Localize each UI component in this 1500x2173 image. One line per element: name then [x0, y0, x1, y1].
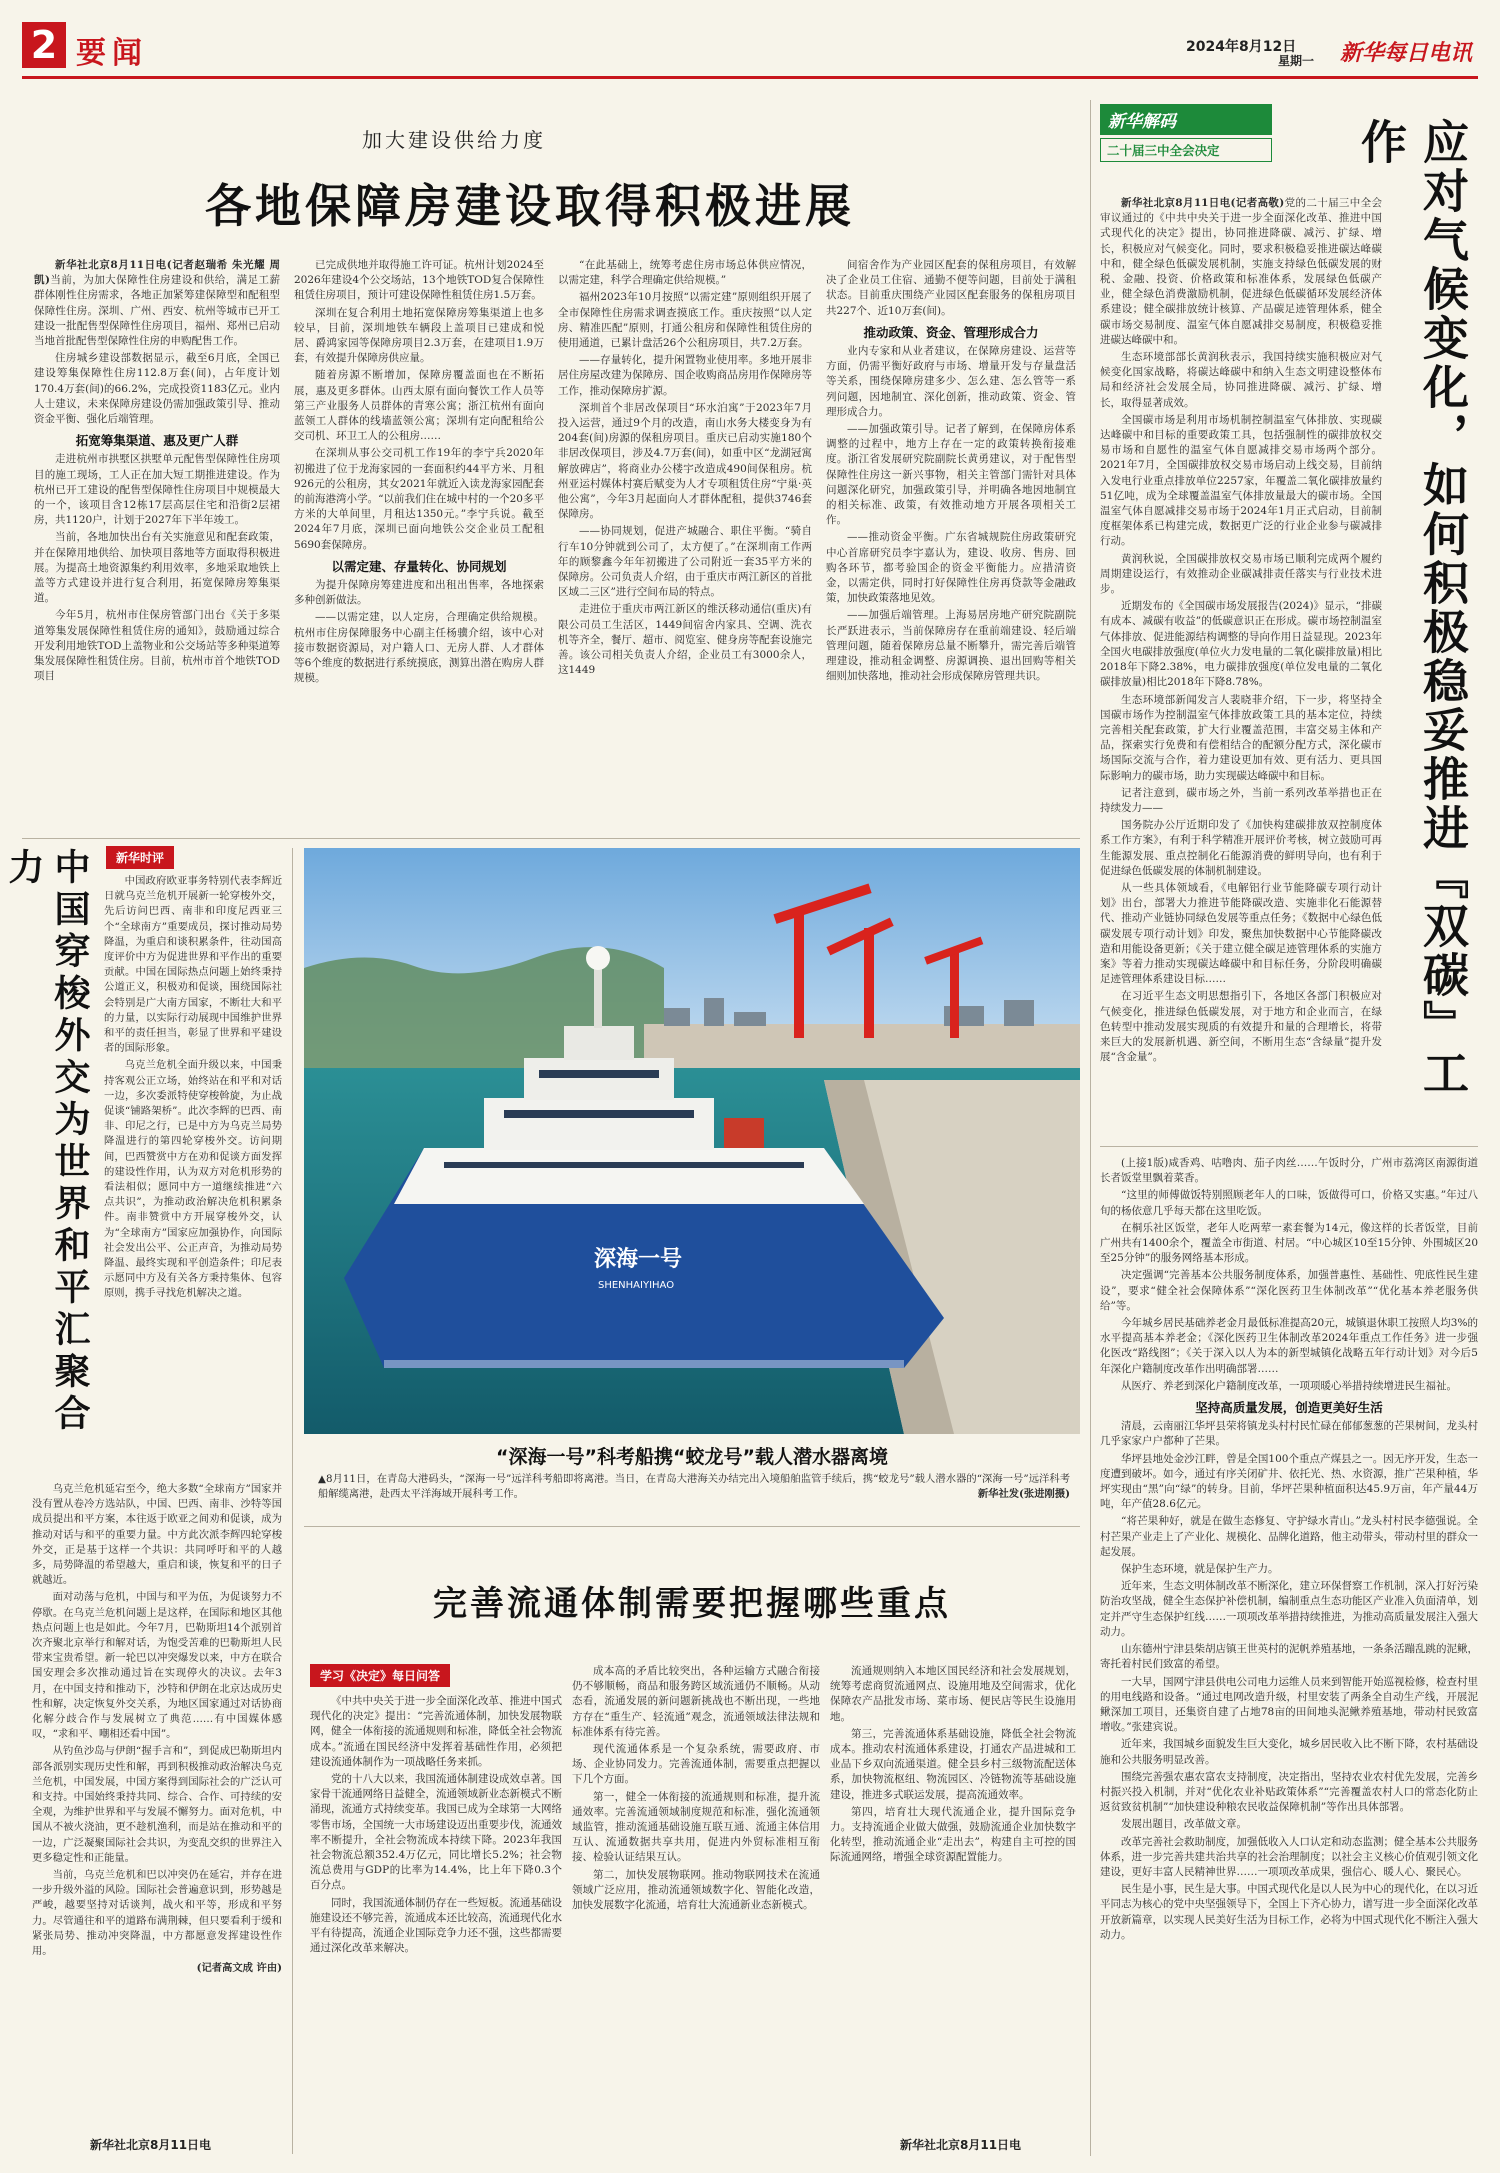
study-para: 成本高的矛盾比较突出，各种运输方式融合衔接仍不够顺畅，商品和服务跨区域流通仍不顺畅。从动态看，流通发展的新问题新挑战也不断出现，一些地方存在“重生产、轻流通”观念，流通领域法律法规和标准体系有待完善。: [572, 1665, 820, 1738]
commentary-para: 乌克兰危机全面升级以来，中国秉持客观公正立场，始终站在和平和对话一边，多次委派特使穿梭斡旋，为止战促谈“铺路架桥”。此次李辉的巴西、南非、印尼之行，已是中方为乌克兰局势降温进行的第四轮穿梭外交。访问期间，巴西赞赏中方在劝和促谈方面发挥的建设性作用，认为双方对危机形势的看法相似；愿同中方一道继续推进“六点共识”，为推动政治解决危机积累条件。南非赞赏中方开展穿梭外交，认为“全球南方”国家应加强协作，向国际社会发出公平、公正声音，为推动局势降温、最终实现和平创造条件；印尼表示愿同中方及有关各方秉持集体、包容原则，携手寻找危机解决之道。: [104, 1059, 282, 1300]
decode-para: 近期发布的《全国碳市场发展报告(2024)》显示，“排碳有成本、减碳有收益”的低碳意识正在形成。碳市场控制温室气体排放、促进能源结构调整的导向作用日益显现。2023年全国火电碳排放强度(单位火力发电量的二氧化碳排放量)相比2018年下降2.38%，电力碳排放强度(单位发电量的二氧化碳排放量)相比2018年下降8.78%。: [1100, 600, 1382, 689]
continued-para: 决定强调“完善基本公共服务制度体系，加强普惠性、基础性、兜底性民生建设”，要求“健全社会保障体系”“深化医药卫生体制改革”“优化基本养老服务供给”等。: [1100, 1269, 1478, 1312]
lead-column-2: [294, 258, 544, 818]
paper-name: 新华每日电讯: [1340, 41, 1473, 66]
photo-credit: 新华社发(张进刚摄): [977, 1488, 1070, 1501]
continued-para: (上接1版)咸香鸡、咕噜肉、茄子肉丝……午饭时分，广州市荔湾区南源街道长者饭堂里飘着菜香。: [1100, 1157, 1478, 1185]
lead-para: ——存量转化，提升闲置物业使用率。多地开展非居住房屋改建为保障房、国企收购商品房用作保障房等工作，推动保障房扩源。: [558, 354, 812, 397]
study-para: 《中共中央关于进一步全面深化改革、推进中国式现代化的决定》提出：“完善流通体制，加快发展物联网，健全一体衔接的流通规则和标准，降低全社会物流成本。”流通在国民经济中发挥着基础性作用，必须把建设流通体制作为一项战略任务来抓。: [310, 1695, 562, 1768]
study-tag-box: [310, 1664, 450, 1687]
lead-para: ——加强政策引导。记者了解到，在保障房体系调整的过程中，地方上存在一定的政策转换衔接难度。浙江省发展研究院副院长黄勇建议，对于配售型保障性住房这一新兴事物，相关主管部门需针对具体问题深化研究，加强政策引导，并明确各地因地制宜的相关标准、政策，有效推动地方开展各项相关工作。: [826, 423, 1076, 527]
continued-para: 一大早，国网宁津县供电公司电力运维人员来到智能开始巡视检修，检查村里的用电线路和设备。“通过电网改造升级，村里安装了两条全自动生产线，开展泥鳅深加工项目，还集资自建了占地78亩的田间地头泥鳅养殖基地，带动村民致富增收。”张建宾说。: [1100, 1675, 1478, 1734]
commentary-para: 面对动荡与危机，中国与和平为伍，为促谈努力不停歇。在乌克兰危机问题上是这样，在国际和地区其他热点问题上也是如此。今年7月，巴勒斯坦14个派别首次齐聚北京举行和解对话，为饱受苦难的巴勒斯坦人民带来宝贵希望。新一轮巴以冲突爆发以来，中方在联合国安理会多次推动通过旨在实现停火的决议。去年3月，在中国支持和推动下，沙特和伊朗在北京达成历史性和解，决定恢复外交关系，为地区国家通过对话协商化解分歧合作与发展树立了典范……有中国媒体感叹，“求和平、嘲相还看中国”。: [32, 1591, 282, 1741]
decode-para: 生态环境部新闻发言人裴晓菲介绍，下一步，将坚持全国碳市场作为控制温室气体排放政策工具的基本定位，持续完善相关配套政策，扩大行业覆盖范围，丰富交易主体和产品，探索实行免费和有偿相结合的配额分配方式，深化碳市场国际交流与合作，着力建设更加有效、更有活力、更具国际影响力的碳市场，助力实现碳达峰碳中和目标。: [1100, 693, 1382, 782]
study-headline: 完善流通体制需要把握哪些重点: [433, 1584, 951, 1624]
section-divider: [304, 1526, 1080, 1527]
ship-name-en: SHENHAIYIHAO: [598, 1280, 675, 1291]
lead-para: 随着房源不断增加，保障房覆盖面也在不断拓展，惠及更多群体。山西太原有面向餐饮工作人员等第三产业服务人员群体的青寒公寓；浙江杭州有面向蓝领工人群体的线墙蓝领公寓；深圳有定向配租给公交司机、环卫工人的公租房……: [294, 369, 544, 443]
section-name: 要闻: [76, 36, 148, 71]
lead-subhead-2: 以需定建、存量转化、协同规划: [331, 558, 507, 574]
photo-caption-title: “深海一号”科考船携“蛟龙号”载人潜水器离境: [496, 1446, 888, 1468]
study-dateline: 新华社北京8月11日电: [900, 2138, 1022, 2152]
ship-photo: [304, 848, 1080, 1434]
lead-para: 在深圳从事公交司机工作19年的李宁兵2020年初搬进了位于龙海家园的一套面积约44平方米、月租926元的公租房，其女2021年就近入读龙海家园配套的前海港湾小学。“以前我们住在城中村的一个20多平方米的大单间里，月租达1350元。”李宁兵说。截至2024年7月底，深圳已面向地铁公交企业员工配租5690套保障房。: [294, 447, 544, 551]
continued-para: 华坪县地处金沙江畔，曾是全国100个重点产煤县之一。因无序开发，生态一度遭到破坏。如今，通过有序关闭矿井、依托光、热、水资源，推广芒果种植，华坪实现由“黑”向“绿”的转身。目前，华坪芒果种植面积达45.9万亩，年产量44万吨，年产值28.6亿元。: [1100, 1452, 1478, 1511]
study-tag: 学习《决定》每日问答: [310, 1664, 450, 1687]
decode-badge: [1100, 104, 1272, 162]
study-para: 党的十八大以来，我国流通体制建设成效卓著。国家骨干流通网络日益健全，流通领域新业态新模式不断涌现，流通方式持续变革。我国已成为全球第一大网络零售市场，全国统一大市场建设迈出重要步伐，流通效率不断提升，全社会物流成本持续下降。2023年我国社会物流总额352.4万亿元，同比增长5.2%；社会物流总费用与GDP的比率为14.4%，比上年下降0.3个百分点。: [310, 1773, 562, 1892]
commentary-tag-box: [106, 846, 174, 869]
continued-para: 改革完善社会救助制度，加强低收入人口认定和动态监测；健全基本公共服务体系，进一步完善共建共治共享的社会治理制度；以社会主义核心价值观引领文化建设，更好丰富人民精神世界……一项项改革成果，强信心、暖人心、聚民心。: [1100, 1835, 1478, 1878]
study-para: 同时，我国流通体制仍存在一些短板。流通基础设施建设还不够完善，流通成本还比较高，流通现代化水平有待提高，流通企业国际竞争力还不强，这些都需要通过深化改革来解决。: [310, 1896, 562, 1955]
ship-photo-illustration: [304, 848, 1080, 1434]
continued-para: 近年来，生态文明体制改革不断深化，建立环保督察工作机制，深入打好污染防治攻坚战，健全生态保护补偿机制，编制重点生态功能区产业准入负面清单，划定并严守生态保护红线……一项项改革举措持续推进，为推动高质量发展注入强大动力。: [1100, 1580, 1478, 1638]
commentary-para: 从钓鱼沙岛与伊朗“握手言和”，到促成巴勒斯坦内部各派别实现历史性和解，再到积极推动政治解决乌克兰危机，中国发展，中国方案得到国际社会的广泛认可和支持。中国始终秉持共同、综合、合作、可持续的安全观，为维护世界和平与发展不懈努力。面对危机，中国从不被火浇油，更不趁机渔利，而是站在推动和平的一边，广泛凝聚国际社会共识，为变乱交织的世界注入更多稳定性和正能量。: [32, 1745, 282, 1864]
decode-dateline: 新华社北京8月11日电(记者高敬): [1121, 197, 1285, 209]
decode-badge-sub: 二十届三中全会决定: [1100, 138, 1272, 162]
photo-caption: [318, 1472, 1070, 1520]
decode-para: 在习近平生态文明思想指引下，各地区各部门积极应对气候变化，推进绿色低碳发展，对于地方和企业而言，在绿色转型中推动发展实现质的有效提升和量的合理增长，将带来巨大的发展新机遇、新空间，不断用生态“含绿量”提升发展“含金量”。: [1100, 990, 1382, 1064]
lead-byline: 新华社北京8月11日电(记者赵瑞希 朱光耀 周凯): [34, 259, 280, 287]
decode-para: 生态环境部部长黄润秋表示，我国持续实施积极应对气候变化国家战略，将碳达峰碳中和纳入生态文明建设整体布局和经济社会发展全局，协同推进降碳、减污、扩绿、增长，取得显著成效。: [1100, 351, 1382, 409]
continued-para: “将芒果种好，就是在做生态修复、守护绿水青山。”龙头村村民李德强说。全村芒果产业走上了产业化、规模化、品牌化道路，他主动带头，带动村里的群众一起发展。: [1100, 1515, 1478, 1558]
lead-subhead-3: 推动政策、资金、管理形成合力: [863, 324, 1039, 340]
lead-para: 深圳首个非居改保项目“环水泊寓”于2023年7月投入运营，通过9个月的改造，南山水务大楼变身为有204套(间)房源的保租房项目。重庆已启动实施180个非居改保项目，涉及4.7万套(间)，如重中区“龙湖冠寓解放碑店”，将商业办公楼宇改造成490间保租房。杭州亚运村媒体村赛后赋变为人才专项租赁住房“宁巢·英他公寓”，今年3月起面向人才群体配租，提供3746套保障房。: [558, 401, 812, 521]
decode-headline: 应对气候变化，如何积极稳妥推进『双碳』工作: [1354, 118, 1470, 1098]
lead-para: 住房城乡建设部数据显示，截至6月底，全国已建设筹集保障性住房112.8万套(间)，占年度计划170.4万套(间)的66.2%，完成投资1183亿元。业内人士建议，未来保障房建设仍需加强政策引导、推动资金平衡、强化后端管理。: [34, 352, 280, 426]
continued-para: 保护生态环境，就是保护生产力。: [1121, 1563, 1279, 1576]
decode-para: 国务院办公厅近期印发了《加快构建碳排放双控制度体系工作方案》，有利于科学精准开展评价考核，树立鼓励可再生能源发展、重点控制化石能源消费的鲜明导向，也有利于促进绿色低碳发展的体制机制建设。: [1100, 819, 1382, 877]
commentary-column-2: [32, 1482, 282, 2122]
decode-para: 从一些具体领域看，《电解铝行业节能降碳专项行动计划》出台，部署大力推进节能降碳改造、实施非化石能源替代、推动产业链协同绿色发展等重点任务；《数据中心绿色低碳发展专项行动计划》印发，聚焦加快数据中心节能降碳改造和用能设备更新；《关于建立健全碳足迹管理体系的实施方案》等着力推动实现碳达峰碳中和目标任务，分阶段明确碳足迹管理体系建设目标……: [1100, 881, 1382, 986]
continued-para: 山东德州宁津县柴胡店镇王世英村的泥帆养殖基地，一条条活蹦乱跳的泥鳅，寄托着村民们致富的希望。: [1100, 1643, 1478, 1671]
continued-para: 发展出题目，改革做文章。: [1121, 1818, 1247, 1831]
continued-para: 近年来，我国城乡面貌发生巨大变化，城乡居民收入比不断下降，农村基础设施和公共服务明显改善。: [1100, 1738, 1478, 1766]
lead-column-1: [34, 258, 280, 818]
lead-headline: 各地保障房建设取得积极进展: [205, 179, 855, 233]
study-column-3: [830, 1664, 1076, 2124]
lead-para: 间宿舍作为产业园区配套的保租房项目，有效解决了企业员工住宿、通勤不便等问题，目前处于满租状态。目前重庆围绕产业园区配套服务的保租房项目共227个、近10万套(间)。: [826, 259, 1076, 317]
section-divider: [1100, 1146, 1478, 1147]
commentary-tag: 新华时评: [106, 846, 174, 869]
lead-para: ——以需定建，以人定房，合理确定供给规模。杭州市住房保障服务中心副主任杨骥介绍，该中心对接市数据资源局，对户籍人口、无房人群、人才群体等6个维度的数据进行系统摸底，测算出潜在购房人群规模。: [294, 611, 544, 685]
commentary-column-1: [104, 874, 282, 1476]
lead-para: 深圳在复合利用土地拓宽保障房筹集渠道上也多较早，目前，深圳地铁车辆段上盖项目已建成和悦居、爵鸿家园等保障房项目2.3万套，在建项目1.9万套，有效提升保障房供应量。: [294, 306, 544, 365]
commentary-para: 当前，乌克兰危机和巴以冲突仍在延宕，并存在进一步升级外溢的风险。国际社会普遍意识到，形势越是严峻，越要坚持对话谈判，战火和平等，形成和平努力。尽管通往和平的道路布满荆棘，但只要看利于缓和紧张局势、推动冲突降温，中方都愿意发挥建设性作用。: [32, 1869, 282, 1958]
lead-para: 走进位于重庆市两江新区的维沃移动通信(重庆)有限公司员工生活区，1449间宿舍内家具、空调、洗衣机等齐全，餐厅、超市、阅览室、健身房等配套设施完善。该公司相关负责人介绍，企业员工有3000余人，这1449: [558, 603, 812, 677]
issue-date: 2024年8月12日: [1186, 39, 1297, 55]
continued-para: 在桐乐社区饭堂，老年人吃两荤一素套餐为14元，像这样的长者饭堂，目前广州共有1400余个，覆盖全市街道、村居。“中心城区10至15分钟、外围城区20至25分钟”的服务网络基本形成。: [1100, 1221, 1478, 1265]
continued-subhead: 坚持高质量发展，创造更美好生活: [1195, 1400, 1383, 1416]
continued-para: 围绕完善强农惠农富农支持制度，决定指出，坚持农业农村优先发展，完善乡村振兴投入机制，并对“优化农业补贴政策体系”“完善覆盖农村人口的常态化防止返贫致贫机制”“加快建设种粮农民收益保障机制”等作出具体部署。: [1100, 1770, 1478, 1814]
commentary-para: 乌克兰危机延宕至今，绝大多数“全球南方”国家并没有置从卷冷方选站队，中国、巴西、南非、沙特等国成员提出和平方案，本往返于欧亚之间劝和促谈，成为推动对话与和平的重要力量。中方此次派李辉四轮穿梭外交，正是基于这样一个共识：共同呼吁和平的人越多，局势降温的希望越大，重启和谈，恢复和平的日子就越近。: [32, 1483, 282, 1587]
lead-para: 为提升保障房筹建进度和出租出售率，各地探索多种创新做法。: [294, 579, 544, 607]
continued-para: 今年城乡居民基础养老金月最低标准提高20元，城镇退休职工按照人均3%的水平提高基本养老金；《深化医药卫生体制改革2024年重点工作任务》进一步强化医改“路线图”；《关于深入以人为本的新型城镇化战略五年行动计划》对今后5年深化户籍制度改革作出明确部署……: [1100, 1317, 1478, 1375]
lead-para: “在此基础上，统筹考虑住房市场总体供应情况，以需定建，科学合理确定供给规模。”: [558, 259, 812, 287]
study-para: 现代流通体系是一个复杂系统，需要政府、市场、企业协同发力。完善流通体制，需要重点把握以下几个方面。: [572, 1743, 820, 1786]
ship-name-cn: 深海一号: [594, 1247, 683, 1272]
decode-badge-title: 新华解码: [1100, 104, 1272, 135]
study-para: 流通规则纳入本地区国民经济和社会发展规划，统筹考虑商贸流通网点、设施用地及空间需求，优化保障农产品批发市场、菜市场、便民店等民生设施用地。: [830, 1665, 1076, 1723]
lead-kicker: 加大建设供给力度: [362, 128, 546, 152]
continued-para: 民生是小事，民生是大事。中国式现代化是以人民为中心的现代化，在以习近平同志为核心的党中央坚强领导下，全国上下齐心协力，谱写进一步全面深化改革开放新篇章，以实现人民美好生活为目标工作，必将为中国式现代化不断注入强大动力。: [1100, 1883, 1478, 1941]
lead-para: ——推动资金平衡。广东省城规院住房政策研究中心首席研究员李宇嘉认为，建设、收房、售房、回购各环节，都考验国企的资金平衡能力。应措清资金，以需定供，同时打好保障性住房再贷款等金融政策，加快政策落地见效。: [826, 531, 1076, 605]
lead-column-3: [558, 258, 812, 818]
lead-para: 今年5月，杭州市住保房管部门出台《关于多渠道筹集发展保障性租赁住房的通知》，鼓励通过综合开发利用地铁TOD上盖物业和公交场站等多种渠道筹集发展保障性租赁住房。目前，杭州市首个地铁TOD项目: [34, 609, 280, 683]
lead-column-4: [826, 258, 1076, 818]
study-para: 第三，完善流通体系基础设施，降低全社会物流成本。推动农村流通体系建设，打通农产品进城和工业品下乡双向流通渠道。健全县乡村三级物流配送体系，加快物流枢纽、物流园区、冷链物流等基础设施建设，推进多式联运发展，提高流通效率。: [830, 1727, 1076, 1801]
commentary-signature: (记者高文成 许由): [196, 1962, 282, 1975]
commentary-dateline: 新华社北京8月11日电: [90, 2138, 212, 2152]
commentary-headline: 中国穿梭外交为世界和平汇聚合力: [3, 848, 90, 1436]
column-divider: [292, 848, 293, 2154]
decode-body: [1100, 196, 1382, 1138]
lead-para: ——加强后端管理。上海易居房地产研究院副院长严跃进表示，当前保障房存在重前端建设、轻后端管理问题，随着保障房总量不断攀升，需完善后端管理建设，推动租金调整、房源调换、退出回购等相关细则加快落地，推动社会形成保障房管理共识。: [826, 609, 1076, 683]
lead-subhead-1: 拓宽筹集渠道、惠及更广人群: [75, 433, 239, 449]
study-para: 第二，加快发展物联网。推动物联网技术在流通领域广泛应用，推动流通领域数字化、智能化改造，加快发展数字化流通，培育壮大流通新业态新模式。: [572, 1868, 820, 1912]
section-divider: [22, 838, 1080, 839]
lead-para: 福州2023年10月按照“以需定建”原则组织开展了全市保障性住房需求调查摸底工作。重庆按照“以人定房、精准匹配”原则，打通公租房和保障性租赁住房的使用通道，已累计盘活26个公租房项目，共7.2万套。: [558, 291, 812, 350]
decode-para: 全国碳市场是利用市场机制控制温室气体排放、实现碳达峰碳中和目标的重要政策工具，包括强制性的碳排放权交易市场和自愿性的温室气体自愿减排交易市场两个部分。2021年7月，全国碳排放权交易市场启动上线交易，目前纳入发电行业重点排放单位2257家，年覆盖二氧化碳排放量约51亿吨，成为全球覆盖温室气体排放量最大的碳市场。全国温室气体自愿减排交易市场于2024年1月正式启动，目前制度框架体系已构建完成，数据更广泛的行业企业参与碳减排行动。: [1100, 413, 1382, 548]
commentary-para: 中国政府欧亚事务特别代表李辉近日就乌克兰危机开展新一轮穿梭外交，先后访问巴西、南非和印度尼西亚三个“全球南方”重要成员，探讨推动局势降温，为重启和谈积累条件，往动国高度评价中方为促进世界和平作出的重要贡献。中国在国际热点问题上始终秉持公道正义，积极劝和促谈，围绕国际社会特别是广大南方国家，不断壮大和平的力量，以实际行动展现中国维护世界和平的责任担当，彰显了世界和平建设者的国际形象。: [104, 875, 282, 1055]
decode-para: 党的二十届三中全会审议通过的《中共中央关于进一步全面深化改革、推进中国式现代化的决定》提出，协同推进降碳、减污、扩绿、增长，积极应对气候变化。同时，要求积极稳妥推进碳达峰碳中和，健全绿色低碳发展机制，实施支持绿色低碳发展的财税、金融、投资、价格政策和标准体系，发展绿色低碳产业，健全绿色消费激励机制，促进绿色低碳循环发展经济体系建设；健全碳排放统计核算、产品碳足迹管理体系，健全碳市场交易制度、温室气体自愿减排交易制度，积极稳妥推进碳达峰碳中和。: [1100, 197, 1382, 346]
lead-para: 走进杭州市拱墅区拱墅单元配售型保障性住房项目的施工现场，工人正在加大短工期推进建设。作为杭州已开工建设的配售型保障性住房项目中规模最大的一个，该项目含12栋17层高层住宅和沿街2层裙房，共1120户，计划于2027年下半年竣工。: [34, 453, 280, 527]
study-column-2: [572, 1664, 820, 2154]
continued-para: 清晨，云南丽江华坪县荣将镇龙头村村民忙碌在郁郁葱葱的芒果树间，龙头村几乎家家户户都种了芒果。: [1100, 1420, 1478, 1448]
masthead-rule: [22, 76, 1478, 79]
lead-para: 当前，各地加快出台有关实施意见和配套政策，并在保障用地供给、加快项目落地等方面取得积极进展。为提高土地资源集约利用效率，多地采取地铁上盖等方式建设并进行复合利用，拓宽保障房筹集渠道。: [34, 531, 280, 605]
study-column-1: [310, 1694, 562, 2154]
continued-body: [1100, 1156, 1478, 2156]
study-para: 第四，培育壮大现代流通企业，提升国际竞争力。支持流通企业做大做强，鼓励流通企业加快数字化转型，推动流通企业“走出去”，构建自主可控的国际流通网络，增强全球资源配置能力。: [830, 1805, 1076, 1864]
lead-para: ——协同规划，促进产城融合、职住平衡。“骑自行车10分钟就到公司了，太方便了。”在深圳南工作两年的顾黎鑫今年年初搬进了公司附近一套35平方米的保障房。公司负责人介绍，由于重庆市两江新区的首批区域二三区”进行空间布局的特点。: [558, 525, 812, 599]
issue-weekday: 星期一: [1278, 54, 1315, 68]
decode-para: 记者注意到，碳市场之外，当前一系列改革举措也正在持续发力——: [1100, 786, 1382, 814]
photo-caption-text: ▲8月11日，在青岛大港码头，“深海一号”远洋科考船即将离港。当日，在青岛大港海关办结完出入境船舶监管手续后，携“蛟龙号”载人潜水器的“深海一号”远洋科考船解缆离港，赴西太平洋海域开展科考工作。: [318, 1473, 1070, 1501]
study-para: 第一，健全一体衔接的流通规则和标准，提升流通效率。完善流通领域制度规范和标准，强化流通领域监管，推动流通基础设施互联互通、流通主体信用互认、流通数据共享共用，促进内外贸标准相互衔接、检验认证结果互认。: [572, 1790, 820, 1864]
masthead: [0, 0, 1500, 70]
lead-para: 当前，为加大保障性住房建设和供给，满足工薪群体刚性住房需求，各地正加紧筹建保障型和配租型保障性住房。深圳、广州、西安、杭州等城市已开工建设一批配售型保障性住房项目，福州、郑州已启动当地首批配售型保障性住房的申购配售工作。: [34, 274, 280, 348]
column-divider: [1090, 1146, 1091, 2156]
continued-para: “这里的师傅做饭特别照顾老年人的口味，饭做得可口，价格又实惠。”年过八旬的杨依意几乎每天都在这里吃饭。: [1100, 1189, 1478, 1217]
lead-para: 已完成供地并取得施工许可证。杭州计划2024至2026年建设4个公交场站，13个地铁TOD复合保障性租赁住房项目，预计可建设保障性租赁住房1.5万套。: [294, 259, 544, 302]
continued-para: 从医疗、养老到深化户籍制度改革，一项项暖心举措持续增进民生福祉。: [1121, 1379, 1457, 1392]
decode-para: 黄润秋说，全国碳排放权交易市场已顺利完成两个履约周期建设运行，有效推动企业碳减排责任落实与行业技术进步。: [1100, 552, 1382, 596]
lead-para: 业内专家和从业者建议，在保障房建设、运营等方面，仍需平衡好政府与市场、增量开发与存量盘活等关系，围绕保障房建多少、怎么建、怎么管等一系列问题，因地制宜、深化创新，推动政策、资金、管理形成合力。: [826, 345, 1076, 418]
page-number: 2: [22, 22, 66, 68]
